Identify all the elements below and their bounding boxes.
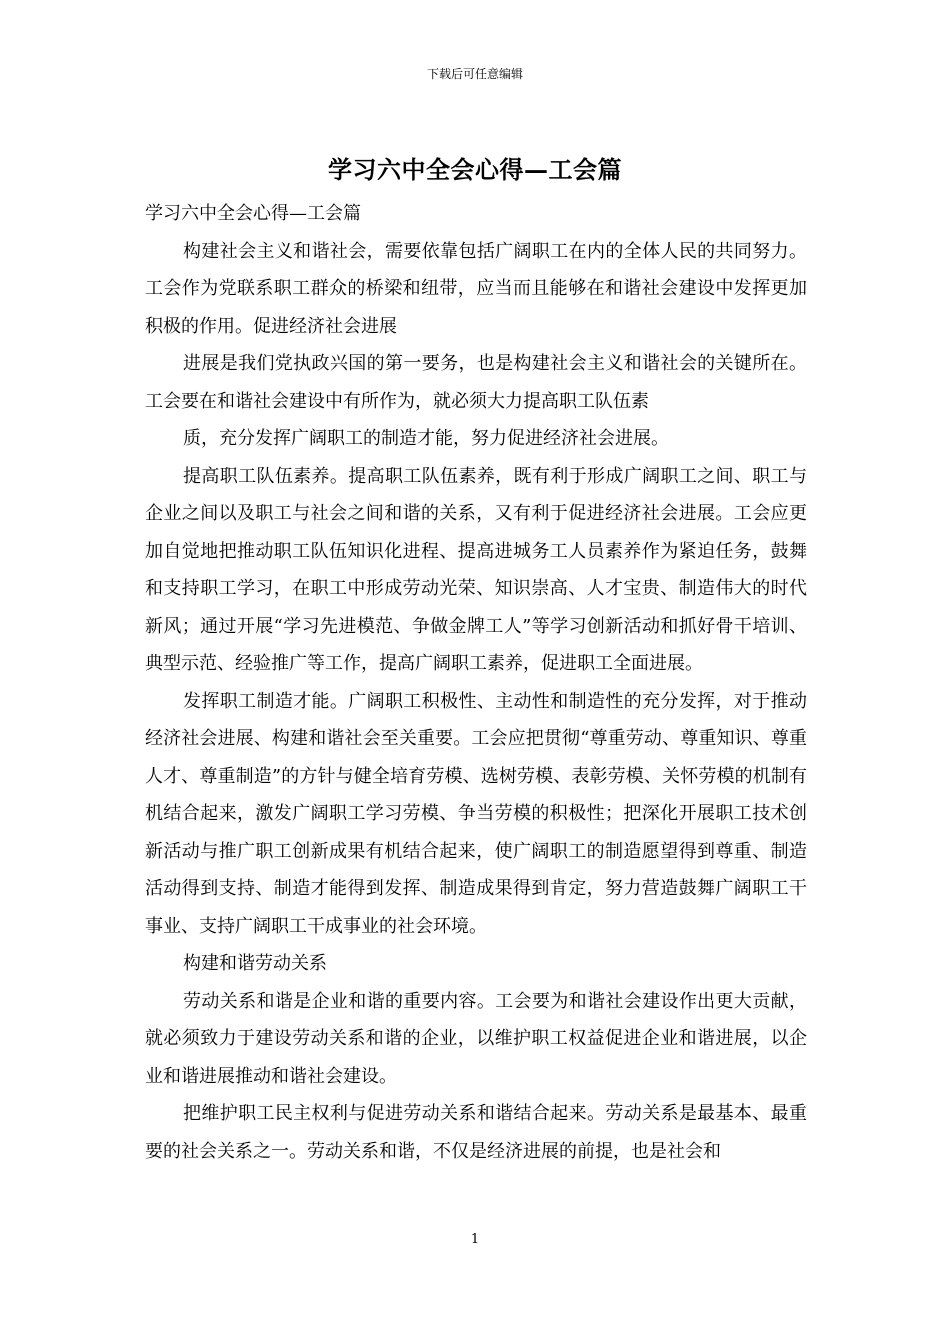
document-body [145,195,807,1170]
document-title: 学习六中全会心得—工会篇 [328,155,622,184]
page-number: 1 [470,1232,480,1247]
body-paragraph: 构建社会主义和谐社会，需要依靠包括广阔职工在内的全体人民的共同努力。工会作为党联系职工群众的桥梁和纽带，应当而且能够在和谐社会建设中发挥更加积极的作用。促进经济社会进展 [145,240,807,337]
body-paragraph: 发挥职工制造才能。广阔职工积极性、主动性和制造性的充分发挥，对于推动经济社会进展、构建和谐社会至关重要。工会应把贯彻“尊重劳动、尊重知识、尊重人才、尊重制造”的方针与健全培育劳模、选树劳模、表彰劳模、关怀劳模的机制有机结合起来，激发广阔职工学习劳模、争当劳模的积极性；把深化开展职工技术创新活动与推广职工创新成果有机结合起来，使广阔职工的制造愿望得到尊重、制造活动得到支持、制造才能得到发挥、制造成果得到肯定，努力营造鼓舞广阔职工干事业、支持广阔职工干成事业的社会环境。 [145,690,807,937]
body-paragraph: 把维护职工民主权利与促进劳动关系和谐结合起来。劳动关系是最基本、最重要的社会关系之一。劳动关系和谐，不仅是经济进展的前提，也是社会和 [145,1103,807,1162]
section-heading: 构建和谐劳动关系 [183,953,327,974]
body-paragraph: 学习六中全会心得—工会篇 [145,203,361,224]
body-paragraph: 劳动关系和谐是企业和谐的重要内容。工会要为和谐社会建设作出更大贡献，就必须致力于建设劳动关系和谐的企业，以维护职工权益促进企业和谐进展，以企业和谐进展推动和谐社会建设。 [145,990,807,1087]
body-paragraph: 提高职工队伍素养。提高职工队伍素养，既有利于形成广阔职工之间、职工与企业之间以及职工与社会之间和谐的关系，又有利于促进经济社会进展。工会应更加自觉地把推动职工队伍知识化进程、提高进城务工人员素养作为紧迫任务，鼓舞和支持职工学习，在职工中形成劳动光荣、知识崇高、人才宝贵、制造伟大的时代新风；通过开展“学习先进模范、争做金牌工人”等学习创新活动和抓好骨干培训、典型示范、经验推广等工作，提高广阔职工素养，促进职工全面进展。 [145,465,807,674]
page-header: 下载后可任意编辑 [426,67,523,81]
body-paragraph: 质，充分发挥广阔职工的制造才能，努力促进经济社会进展。 [183,428,669,449]
body-paragraph: 进展是我们党执政兴国的第一要务，也是构建社会主义和谐社会的关键所在。工会要在和谐社会建设中有所作为，就必须大力提高职工队伍素 [145,353,807,412]
